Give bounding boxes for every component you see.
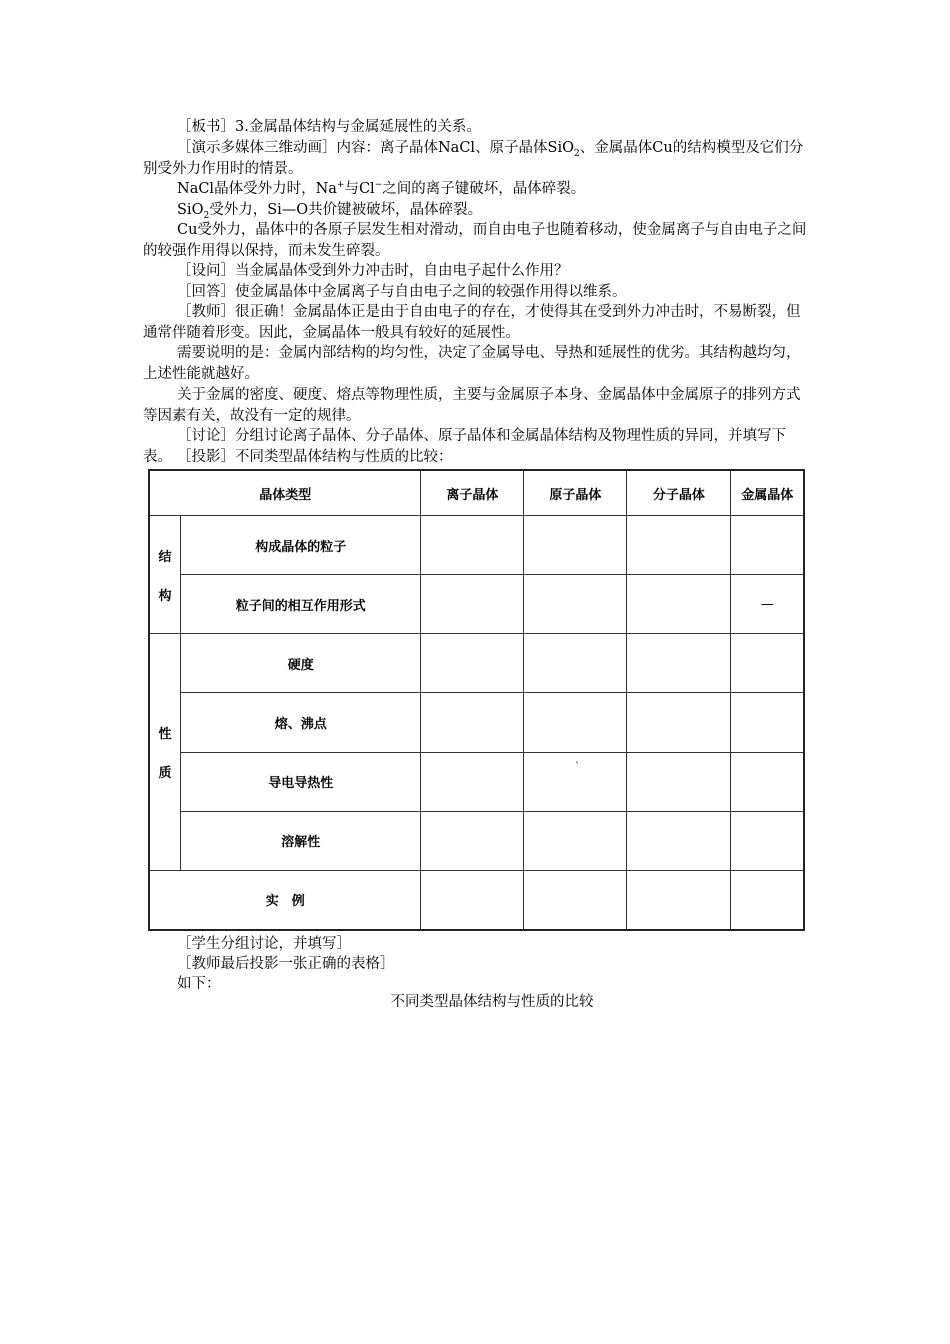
table-cell (524, 516, 627, 575)
table-cell (627, 575, 731, 634)
table-cell (627, 634, 731, 693)
table-cell (524, 811, 627, 870)
row-label-interaction: 粒子间的相互作用形式 (181, 575, 421, 634)
paragraph-discussion: ［讨论］分组讨论离子晶体、分子晶体、原子晶体和金属晶体结构及物理性质的异同，并填写下表。 (143, 428, 786, 465)
paragraph-board-note: ［板书］3.金属晶体结构与金属延展性的关系。 (177, 119, 481, 135)
table-cell (524, 634, 627, 693)
table-cell (421, 811, 524, 870)
group-property (149, 634, 181, 871)
paragraph-sio2: SiO$_2$受外力，Si—O共价键被破坏，晶体碎裂。 (177, 202, 483, 221)
line-teacher-projection: ［教师最后投影一张正确的表格］ (177, 956, 395, 972)
row-label-example: 实 例 (149, 870, 421, 930)
table-cell (421, 693, 524, 752)
table-cell (421, 870, 524, 930)
header-metallic: 金属晶体 (731, 470, 804, 516)
group-structure (149, 516, 181, 634)
table-cell (421, 634, 524, 693)
row-label-conductivity: 导电导热性 (181, 752, 421, 811)
table-cell (524, 693, 627, 752)
header-molecular: 分子晶体 (627, 470, 731, 516)
paragraph-nacl: NaCl晶体受外力时，Na+与Cl−之间的离子键破坏，晶体碎裂。 (177, 180, 586, 197)
header-ionic: 离子晶体 (421, 470, 524, 516)
metal-interaction-cell: — (731, 575, 804, 634)
paragraph-projection: ［投影］不同类型晶体结构与性质的比较： (177, 449, 453, 465)
paragraph-answer: ［回答］使金属晶体中金属离子与自由电子之间的较强作用得以维系。 (177, 284, 627, 300)
table-cell (421, 752, 524, 811)
paragraph-demo: ［演示多媒体三维动画］内容：离子晶体NaCl、原子晶体SiO$_2$、金属晶体Cu的结构模型及它们分别受外力作用时的情景。 (143, 140, 804, 177)
table-row (149, 752, 804, 811)
table-row (149, 575, 804, 634)
group-property-char: 性 (158, 727, 172, 743)
table-cell (524, 752, 627, 811)
table-cell (627, 870, 731, 930)
table-row (149, 634, 804, 693)
table-cell (524, 575, 627, 634)
table-cell (731, 811, 804, 870)
table-cell (731, 693, 804, 752)
table-cell (627, 693, 731, 752)
line-as-follows: 如下： (177, 976, 221, 992)
table-cell (731, 516, 804, 575)
row-label-solubility: 溶解性 (181, 811, 421, 870)
table-cell (731, 752, 804, 811)
table-cell (627, 516, 731, 575)
table-cell (627, 752, 731, 811)
comparison-table (148, 469, 805, 931)
group-structure-char: 结 (158, 549, 172, 565)
paragraph-properties: 关于金属的密度、硬度、熔点等物理性质，主要与金属原子本身、金属晶体中金属原子的排列方式等因素有关，故没有一定的规律。 (143, 387, 801, 424)
group-structure-char: 构 (158, 588, 172, 604)
group-property-char: 质 (158, 766, 172, 782)
paragraph-question: ［设问］当金属晶体受到外力冲击时，自由电子起什么作用？ (177, 263, 569, 279)
row-label-particles: 构成晶体的粒子 (181, 516, 421, 575)
row-label-melting: 熔、沸点 (181, 693, 421, 752)
table-row (149, 811, 804, 870)
scan-speck: ˋ (575, 762, 580, 773)
paragraph-teacher: ［教师］很正确！金属晶体正是由于自由电子的存在，才使得其在受到外力冲击时，不易断裂，但通常伴随着形变。因此，金属晶体一般具有较好的延展性。 (143, 304, 801, 341)
row-label-hardness: 硬度 (181, 634, 421, 693)
table-cell (421, 516, 524, 575)
line-student-discussion: ［学生分组讨论，并填写］ (177, 936, 351, 952)
paragraph-cu: Cu受外力，晶体中的各原子层发生相对滑动，而自由电子也随着移动，使金属离子与自由电子之间的较强作用得以保持，而未发生碎裂。 (143, 222, 807, 259)
table-cell (524, 870, 627, 930)
table-cell (731, 870, 804, 930)
table-row (149, 870, 804, 930)
header-crystal-type: 晶体类型 (149, 470, 421, 516)
table-caption: 不同类型晶体结构与性质的比较 (390, 994, 594, 1010)
table-cell (421, 575, 524, 634)
table-cell (627, 811, 731, 870)
table-header-row (149, 470, 804, 516)
table-cell (731, 634, 804, 693)
header-atomic: 原子晶体 (524, 470, 627, 516)
table-row (149, 516, 804, 575)
table-row (149, 693, 804, 752)
paragraph-note: 需要说明的是：金属内部结构的均匀性，决定了金属导电、导热和延展性的优劣。其结构越均匀，上述性能就越好。 (143, 345, 801, 382)
